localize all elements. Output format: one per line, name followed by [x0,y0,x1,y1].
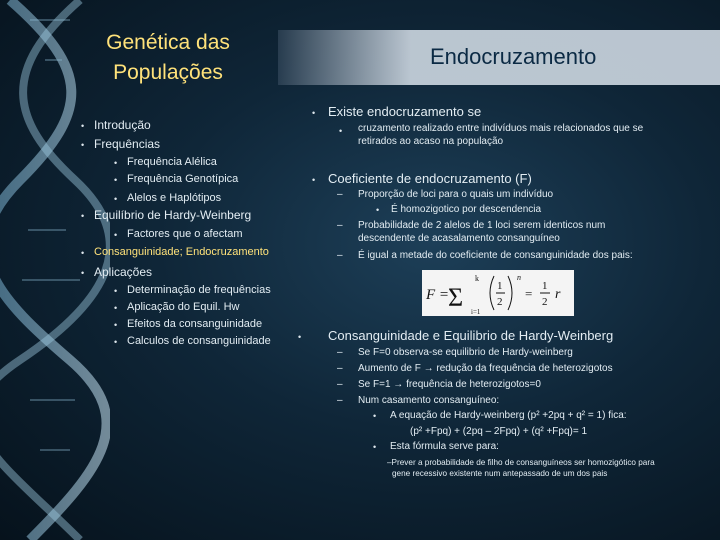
hw-item-4b: Esta fórmula serve para: [390,441,499,452]
bullet-icon: • [114,158,118,168]
dash-icon: – [337,379,343,390]
bullet-icon: • [114,337,118,347]
hw-item-4a: A equação de Hardy-weinberg (p² +2pq + q² = 1) fica: [390,410,627,421]
formula-paren-num: 1 [497,280,503,292]
bullet-icon: • [114,194,118,204]
formula-paren-den: 2 [497,296,503,308]
formula-lhs: F = [426,287,450,303]
dash-icon: – [337,363,343,374]
bullet-icon: • [312,175,316,185]
bullet-icon: • [114,175,118,185]
dash-icon: – [337,250,343,261]
formula-image [422,270,574,316]
point-endocruzamento-detail-2: retirados ao acaso na população [358,136,504,147]
bullet-icon: • [373,411,377,421]
sidebar-title-line2: Populações [113,61,223,84]
sidebar-item-frequencias[interactable]: Frequências [94,137,161,151]
bullet-icon: • [81,248,85,258]
sidebar-title-line1: Genética das [106,31,230,54]
hw-item-1: Se F=0 observa-se equilibrio de Hardy-weinberg [358,347,573,358]
hw-item-4: Num casamento consanguíneo: [358,395,500,406]
bullet-icon: • [81,211,85,221]
formula-sum-bottom: i=1 [471,308,481,316]
bullet-icon: • [312,108,316,118]
sidebar-item-introducao[interactable]: Introdução [94,118,151,132]
point-endocruzamento-detail: cruzamento realizado entre indivíduos mais relacionados que se [358,123,644,134]
dash-icon: – [337,395,343,406]
formula-exp: n [517,273,521,282]
sidebar-title [88,28,248,88]
page-title: Endocruzamento [430,44,597,69]
coef-item-1: Proporção de loci para o quais um indivíduo [358,189,554,200]
hw-item-4b-2: gene recessivo existente num antepassado de um dos pais [392,469,608,478]
sidebar-item-frequencia-alelica[interactable]: Frequência Alélica [127,156,217,168]
dash-icon: – [337,347,343,358]
bullet-icon: • [373,442,377,452]
coef-item-3: É igual a metade do coeficiente de consanguinidade dos pais: [358,250,633,261]
coef-item-2: Probabilidade de 2 alelos de 1 loci serem identicos num [358,220,606,231]
point-endocruzamento-condition: Existe endocruzamento se [328,104,482,119]
bullet-icon: • [298,332,302,342]
sidebar-item-calculos[interactable]: Calculos de consanguinidade [127,335,271,347]
formula-rhs-den: 2 [542,296,548,308]
bullet-icon: • [81,140,85,150]
sidebar-item-hardy-weinberg[interactable]: Equilíbrio de Hardy-Weinberg [94,208,252,222]
hw-item-3: Se F=1 → frequência de heterozigotos=0 [358,379,541,390]
sidebar-item-frequencia-genotipica[interactable]: Frequência Genotípica [127,173,239,185]
equals-icon: = [525,286,533,301]
point-consanguinidade-hw: Consanguinidade e Equilibrio de Hardy-Weinberg [328,328,614,343]
sidebar-item-factores[interactable]: Factores que o afectam [127,228,243,240]
bullet-icon: • [339,126,343,136]
coef-item-1a: É homozigotico por descendencia [391,204,542,215]
sidebar-item-aplicacoes[interactable]: Aplicações [94,265,153,279]
sidebar-item-efeitos[interactable]: Efeitos da consanguinidade [127,318,263,330]
formula-rhs-var: r [555,287,561,302]
formula-rhs-num: 1 [542,280,548,292]
sidebar-item-aplicacao-hw[interactable]: Aplicação do Equil. Hw [127,301,240,313]
dash-icon: – [337,189,343,200]
coef-item-2b: descendente de acasalamento consanguíneo [358,233,560,244]
hw-item-4b-1: –Prever a probabilidade de filho de consanguíneos ser homozigótico para [387,458,655,467]
hw-item-4a-equation: (p² +Fpq) + (2pq – 2Fpq) + (q² +Fpq)= 1 [410,426,588,437]
sidebar-item-consanguinidade-active[interactable]: Consanguinidade; Endocruzamento [94,246,269,258]
point-coeficiente: Coeficiente de endocruzamento (F) [328,171,532,186]
sigma-icon: Σ [448,283,464,312]
sidebar-item-determinacao[interactable]: Determinação de frequências [127,284,271,296]
bullet-icon: • [114,303,118,313]
bullet-icon: • [114,230,118,240]
sidebar-item-alelos-haplotipos[interactable]: Alelos e Haplótipos [127,192,222,204]
formula-sum-top: k [475,274,479,283]
dash-icon: – [337,220,343,231]
bullet-icon: • [81,268,85,278]
bullet-icon: • [114,320,118,330]
bullet-icon: • [81,121,85,131]
bullet-icon: • [376,205,380,215]
bullet-icon: • [114,286,118,296]
hw-item-2: Aumento de F → redução da frequência de heterozigotos [358,363,613,374]
